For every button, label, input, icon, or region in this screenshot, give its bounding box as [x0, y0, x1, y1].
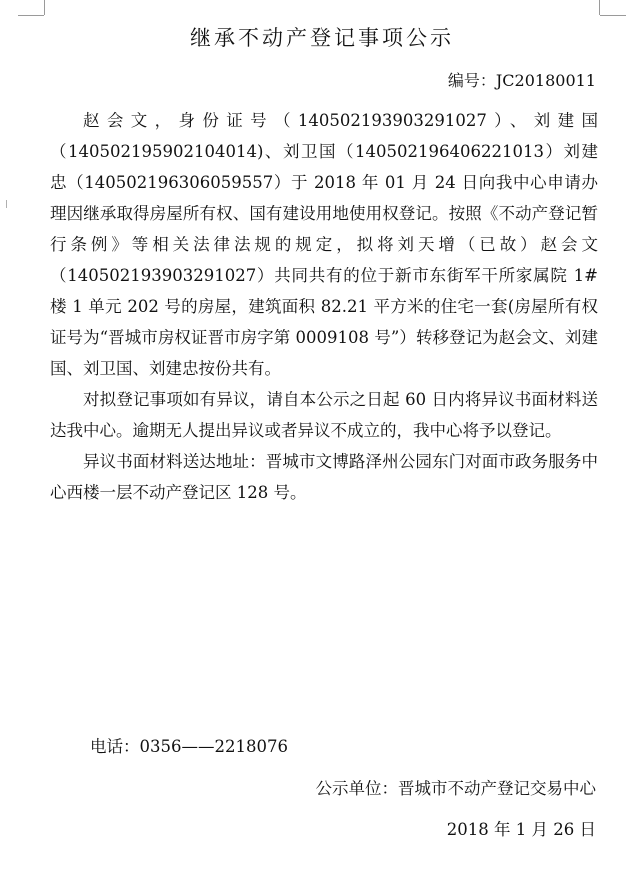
- crop-mark-top-right: [599, 0, 600, 15]
- crop-mark-top-left: [44, 0, 45, 15]
- crop-mark-top-left: [18, 15, 44, 16]
- issuing-unit: 公示单位：晋城市不动产登记交易中心: [315, 779, 596, 798]
- issue-date: 2018 年 1 月 26 日: [446, 820, 596, 839]
- crop-mark-top-right: [600, 15, 626, 16]
- document-title: 继承不动产登记事项公示: [190, 26, 454, 50]
- paragraph-objection: 对拟登记事项如有异议，请自本公示之日起 60 日内将异议书面材料送达我中心。逾期无人提出异议或者异议不成立的，我中心将予以登记。: [50, 390, 598, 440]
- paragraph-main: 赵会文，身份证号（140502193903291027）、刘建国（140502195902104014)、刘卫国（140502196406221013）刘建忠（140502196306059557）于 2018 年 01 月 24 日向我中心申请办理因继承取得房屋所有权、国有建设用地使用权登记。按照《不动产登记暂行条例》等相关法律法规的规定，拟将刘天增（已故）赵会文（140502193903291027）共同共有的位于新市东街军干所家属院 1#楼 1 单元 202 号的房屋，建筑面积 82.21 平方米的住宅一套(房屋所有权证号为“晋城市房权证晋市房字第 0009108 号”）转移登记为赵会文、刘建国、刘卫国、刘建忠按份共有。: [50, 111, 598, 378]
- contact-phone: 电话：0356——2218076: [90, 737, 288, 756]
- margin-tick: [6, 200, 7, 208]
- document-number: 编号：JC20180011: [447, 71, 596, 90]
- document-body: [50, 105, 598, 508]
- paragraph-address: 异议书面材料送达地址：晋城市文博路泽州公园东门对面市政务服务中心西楼一层不动产登记区 128 号。: [50, 452, 598, 502]
